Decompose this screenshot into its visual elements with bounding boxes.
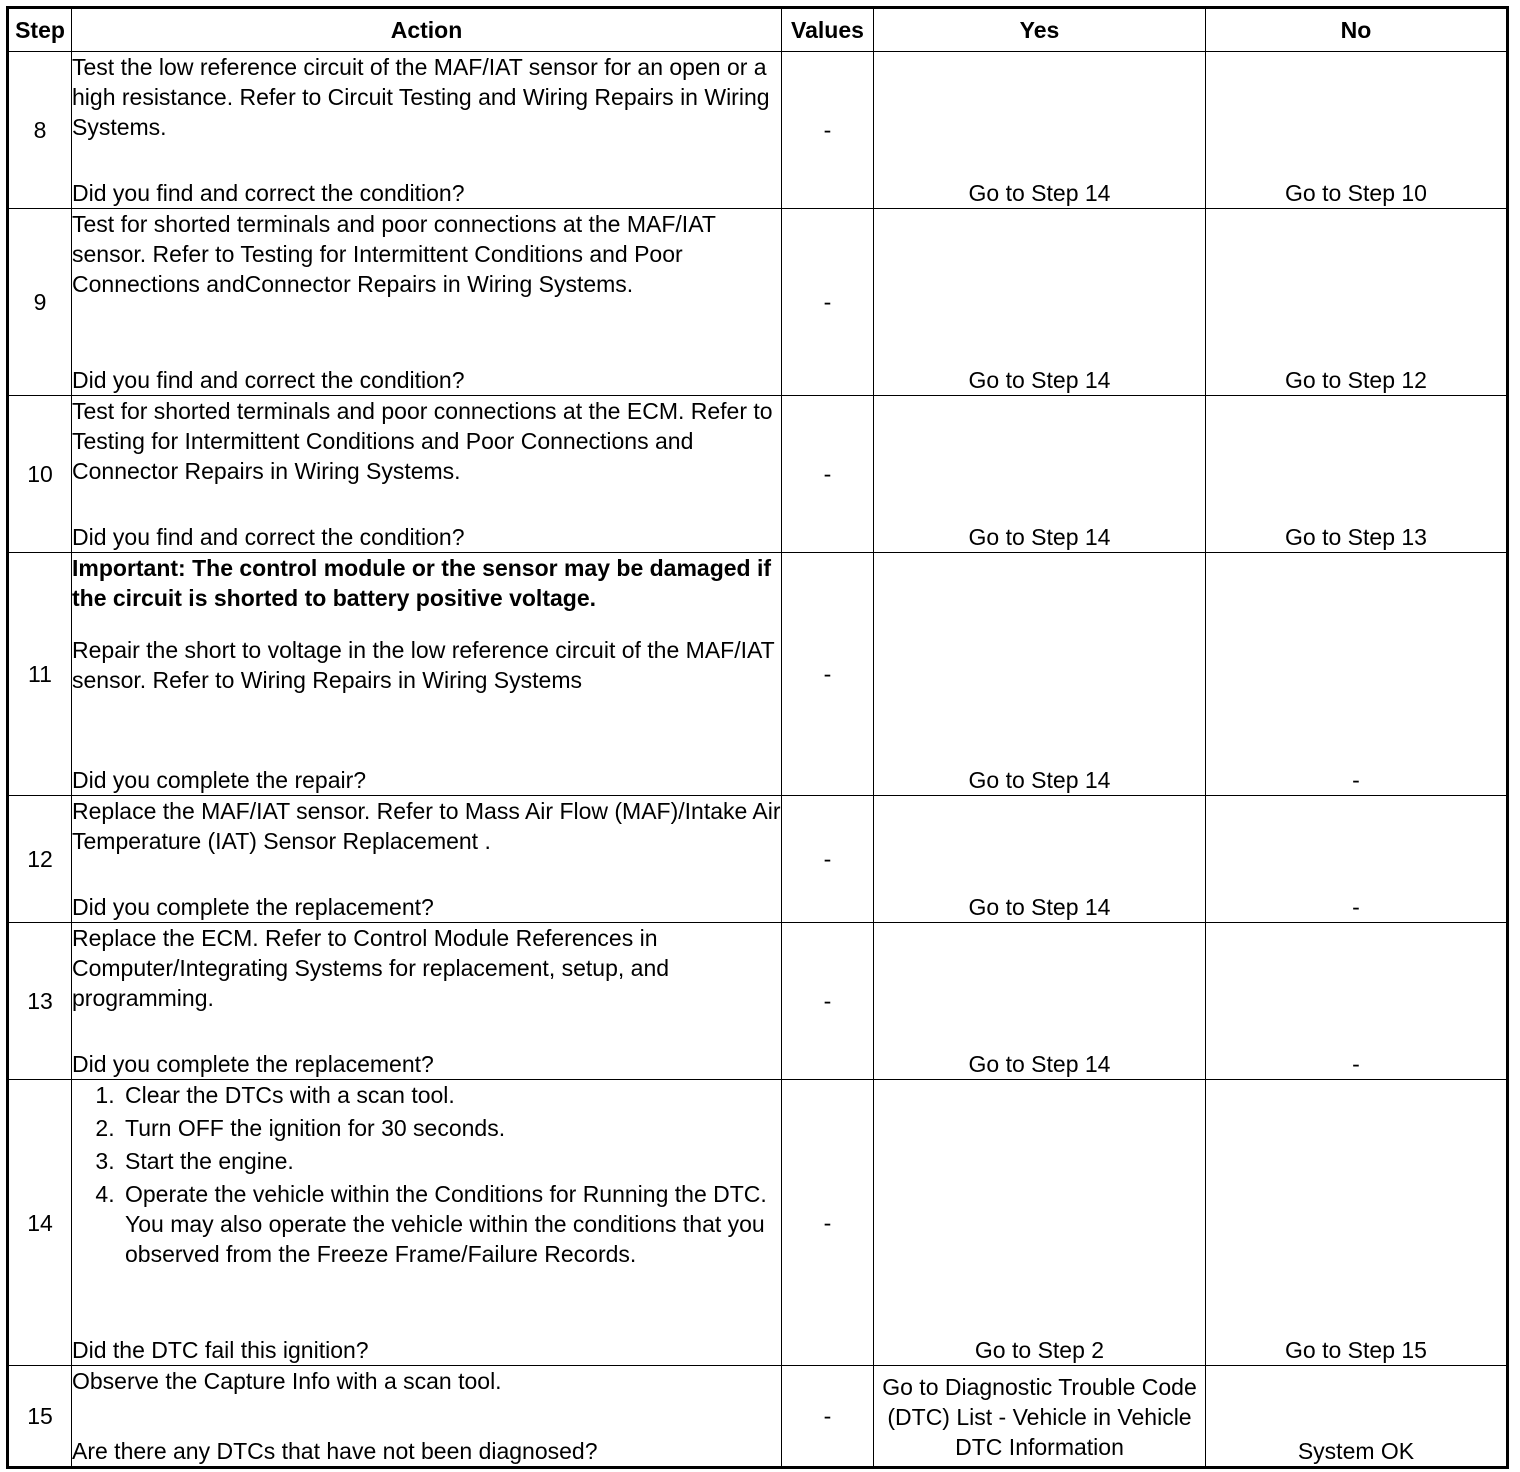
diagnostic-table: [6, 6, 1509, 1469]
values-cell: -: [782, 553, 874, 796]
no-result: Go to Step 13: [1206, 396, 1508, 553]
action-question: Did the DTC fail this ignition?: [72, 1337, 369, 1363]
no-result: System OK: [1206, 1366, 1508, 1468]
no-result: -: [1206, 796, 1508, 923]
yes-result: Go to Step 14: [874, 396, 1206, 553]
table-row: [8, 796, 1508, 923]
action-text: Replace the ECM. Refer to Control Module References in Computer/Integrating Systems for replacement, setup, and programming.: [72, 925, 670, 1011]
table-row: [8, 52, 1508, 209]
action-text: Test the low reference circuit of the MAF/IAT sensor for an open or a high resistance. Refer to Circuit Testing and Wiring Repairs in Wiring Systems.: [72, 54, 770, 140]
action-question: Did you complete the repair?: [72, 767, 367, 793]
action-question: Are there any DTCs that have not been diagnosed?: [72, 1438, 598, 1464]
header-step: Step: [8, 8, 72, 52]
action-text: Replace the MAF/IAT sensor. Refer to Mass Air Flow (MAF)/Intake Air Temperature (IAT) Sensor Replacement .: [72, 798, 781, 854]
procedure-list: [72, 1080, 781, 1272]
action-question: Did you complete the replacement?: [72, 894, 434, 920]
action-question: Did you find and correct the condition?: [72, 524, 465, 550]
header-no: No: [1206, 8, 1508, 52]
values-cell: -: [782, 396, 874, 553]
action-cell: [72, 923, 782, 1080]
table-row: [8, 923, 1508, 1080]
list-item: 3. Start the engine.: [121, 1146, 781, 1176]
action-text: Test for shorted terminals and poor connections at the ECM. Refer to Testing for Intermittent Conditions and Poor Connections and Connector Repairs in Wiring Systems.: [72, 398, 773, 484]
action-cell: [72, 52, 782, 209]
yes-result: Go to Step 14: [874, 52, 1206, 209]
list-item: 2. Turn OFF the ignition for 30 seconds.: [121, 1113, 781, 1143]
step-number: 9: [8, 209, 72, 396]
step-number: 8: [8, 52, 72, 209]
table-row: [8, 396, 1508, 553]
action-cell: [72, 396, 782, 553]
step-number: 10: [8, 396, 72, 553]
values-cell: -: [782, 209, 874, 396]
yes-result: Go to Diagnostic Trouble Code (DTC) List - Vehicle in Vehicle DTC Information: [874, 1366, 1206, 1468]
no-result: -: [1206, 553, 1508, 796]
important-note: Important: The control module or the sensor may be damaged if the circuit is shorted to battery positive voltage.: [72, 555, 772, 611]
no-result: Go to Step 15: [1206, 1080, 1508, 1366]
step-number: 14: [8, 1080, 72, 1366]
action-cell: [72, 1080, 782, 1366]
step-number: 13: [8, 923, 72, 1080]
action-question: Did you find and correct the condition?: [72, 180, 465, 206]
action-text: Repair the short to voltage in the low reference circuit of the MAF/IAT sensor. Refer to Wiring Repairs in Wiring Systems: [72, 637, 775, 693]
action-text: Observe the Capture Info with a scan tool.: [72, 1368, 502, 1394]
values-cell: -: [782, 1080, 874, 1366]
values-cell: -: [782, 1366, 874, 1468]
header-values: Values: [782, 8, 874, 52]
step-number: 15: [8, 1366, 72, 1468]
table-row: [8, 1080, 1508, 1366]
action-cell: [72, 209, 782, 396]
header-row: [8, 8, 1508, 52]
yes-result: Go to Step 2: [874, 1080, 1206, 1366]
action-cell: [72, 796, 782, 923]
no-result: Go to Step 12: [1206, 209, 1508, 396]
table-row: [8, 553, 1508, 796]
action-question: Did you find and correct the condition?: [72, 367, 465, 393]
yes-result: Go to Step 14: [874, 923, 1206, 1080]
values-cell: -: [782, 52, 874, 209]
step-number: 12: [8, 796, 72, 923]
no-result: -: [1206, 923, 1508, 1080]
table-row: [8, 209, 1508, 396]
header-yes: Yes: [874, 8, 1206, 52]
action-text: Test for shorted terminals and poor connections at the MAF/IAT sensor. Refer to Testing for Intermittent Conditions and Poor Connections andConnector Repairs in Wiring Systems.: [72, 211, 716, 297]
action-cell: [72, 553, 782, 796]
yes-result: Go to Step 14: [874, 796, 1206, 923]
table-row: [8, 1366, 1508, 1468]
action-question: Did you complete the replacement?: [72, 1051, 434, 1077]
values-cell: -: [782, 796, 874, 923]
action-cell: [72, 1366, 782, 1468]
step-number: 11: [8, 553, 72, 796]
list-item: 1. Clear the DTCs with a scan tool.: [121, 1080, 781, 1110]
no-result: Go to Step 10: [1206, 52, 1508, 209]
yes-result: Go to Step 14: [874, 209, 1206, 396]
list-item: 4. Operate the vehicle within the Conditions for Running the DTC. You may also operate the vehicle within the conditions that you observed from the Freeze Frame/Failure Records.: [121, 1179, 781, 1269]
yes-result: Go to Step 14: [874, 553, 1206, 796]
values-cell: -: [782, 923, 874, 1080]
header-action: Action: [72, 8, 782, 52]
